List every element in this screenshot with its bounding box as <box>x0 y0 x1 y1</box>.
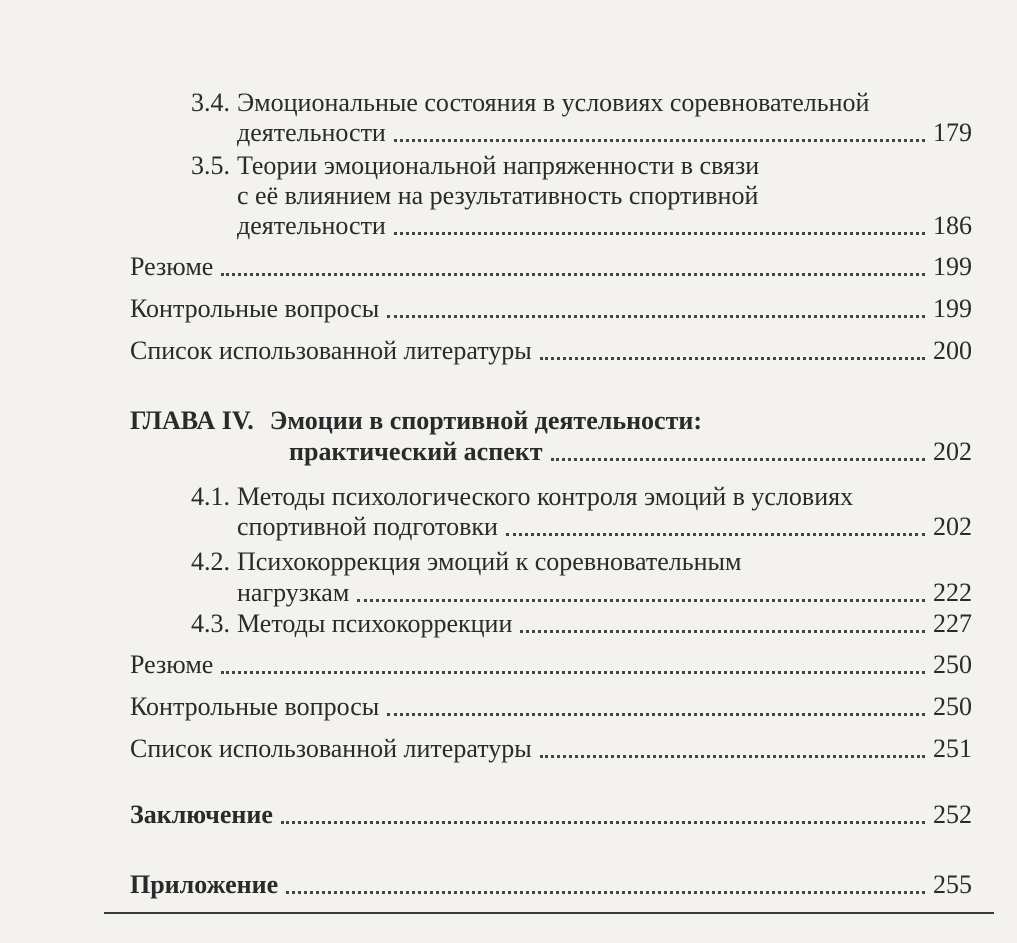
page-number: 250 <box>933 650 972 679</box>
section-title-line: Эмоциональные состояния в условиях соревновательной <box>237 88 870 117</box>
dot-leader <box>286 891 925 894</box>
section-title-line: деятельности <box>237 118 386 147</box>
section-title-line: Методы психологического контроля эмоций в условиях <box>237 482 854 511</box>
page-number: 200 <box>933 336 972 365</box>
toc-entry-3-5-line2 <box>237 181 758 211</box>
section-number: 4.1. <box>191 482 230 511</box>
toc-entry-3-5[interactable] <box>237 211 972 241</box>
section-title-line: нагрузкам <box>237 578 350 607</box>
page-number: 179 <box>933 118 972 147</box>
chapter-title-line: практический аспект <box>289 437 543 466</box>
toc-entry-4-2-line1 <box>178 547 741 577</box>
toc-entry-4-2[interactable] <box>237 578 972 608</box>
dot-leader <box>221 671 925 674</box>
toc-entry-conclusion[interactable] <box>130 800 972 830</box>
toc-entry-3-4[interactable] <box>237 118 972 148</box>
toc-entry-ch4-references[interactable] <box>130 734 972 764</box>
page-number: 252 <box>933 800 972 829</box>
entry-title: Список использованной литературы <box>130 336 532 365</box>
dot-leader <box>221 273 925 276</box>
toc-entry-3-5-line1 <box>178 151 759 181</box>
bottom-rule <box>104 912 994 914</box>
toc-entry-ch3-questions[interactable] <box>130 294 972 324</box>
dot-leader <box>394 139 925 142</box>
dot-leader <box>520 630 925 633</box>
entry-title: Контрольные вопросы <box>130 294 380 323</box>
page-number: 202 <box>933 437 972 466</box>
page-number: 255 <box>933 870 972 899</box>
entry-title: Контрольные вопросы <box>130 692 380 721</box>
page-number: 186 <box>933 211 972 240</box>
section-number: 4.2. <box>191 547 230 576</box>
toc-entry-ch3-references[interactable] <box>130 336 972 366</box>
toc-entry-4-3[interactable] <box>178 609 972 639</box>
section-title-line: Психокоррекция эмоций к соревновательным <box>237 547 742 576</box>
dot-leader <box>506 533 925 536</box>
section-number: 3.4. <box>191 88 230 117</box>
dot-leader <box>540 755 925 758</box>
chapter-prefix: ГЛАВА IV. <box>130 406 254 435</box>
dot-leader <box>281 821 925 824</box>
dot-leader <box>540 357 925 360</box>
page-number: 222 <box>933 578 972 607</box>
toc-entry-ch3-summary[interactable] <box>130 252 972 282</box>
section-number: 4.3. <box>191 609 230 638</box>
toc-entry-4-1-line1 <box>178 482 853 512</box>
toc-entry-ch4-summary[interactable] <box>130 650 972 680</box>
toc-entry-appendix[interactable] <box>130 870 972 900</box>
toc-entry-ch4-questions[interactable] <box>130 692 972 722</box>
section-title-line: спортивной подготовки <box>237 512 498 541</box>
chapter-title-line: Эмоции в спортивной деятельности: <box>269 406 703 435</box>
section-title-line: Теории эмоциональной напряженности в связи <box>237 151 760 180</box>
page-number: 227 <box>933 609 972 638</box>
dot-leader <box>387 713 925 716</box>
dot-leader <box>394 232 925 235</box>
section-number: 3.5. <box>191 151 230 180</box>
entry-title: Резюме <box>130 252 214 281</box>
dot-leader <box>387 315 925 318</box>
section-title-line: с её влиянием на результативность спортивной <box>237 181 759 210</box>
chapter-4-heading-line1 <box>130 406 702 436</box>
page-number: 202 <box>933 512 972 541</box>
toc-entry-3-4-line1 <box>178 88 869 118</box>
page-number: 251 <box>933 734 972 763</box>
section-title-line: деятельности <box>237 211 386 240</box>
toc-entry-4-1[interactable] <box>237 512 972 542</box>
page-number: 199 <box>933 294 972 323</box>
dot-leader <box>551 458 926 461</box>
entry-title: Список использованной литературы <box>130 734 532 763</box>
dot-leader <box>357 599 925 602</box>
toc-entry-ch4[interactable] <box>289 437 972 467</box>
section-title-line: Методы психокоррекции <box>237 609 513 638</box>
entry-title: Заключение <box>130 800 273 829</box>
entry-title: Приложение <box>130 870 279 899</box>
page-number: 199 <box>933 252 972 281</box>
entry-title: Резюме <box>130 650 214 679</box>
page-number: 250 <box>933 692 972 721</box>
